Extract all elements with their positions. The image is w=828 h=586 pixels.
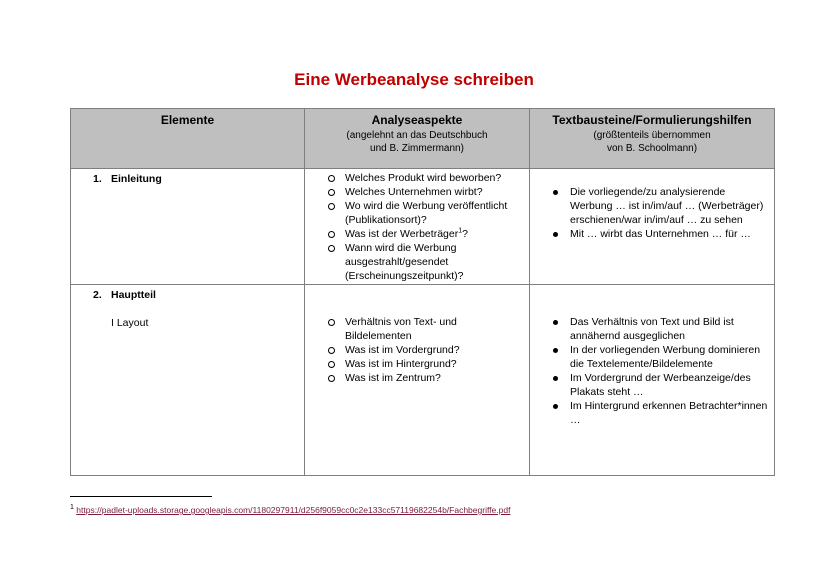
header-textbausteine-sub2: von B. Schoolmann) xyxy=(606,143,698,154)
section-label: Hauptteil xyxy=(111,289,156,301)
list-item-text: Was ist der Werbeträger xyxy=(345,228,459,240)
list-item: Im Vordergrund der Werbeanzeige/des Plakats steht … xyxy=(552,371,770,399)
analysis-table xyxy=(70,108,775,476)
list-item xyxy=(327,227,525,241)
cell-element-einleitung xyxy=(71,169,305,285)
subsection-label: I Layout xyxy=(111,317,149,329)
footnote-separator xyxy=(70,496,212,497)
list-item: In der vorliegenden Werbung dominieren die Textelemente/Bildelemente xyxy=(552,343,770,371)
header-analyseaspekte-sub1: (angelehnt an das Deutschbuch xyxy=(346,130,488,141)
list-item: Im Hintergrund erkennen Betrachter*innen … xyxy=(552,399,770,427)
cell-phrases-einleitung xyxy=(530,169,775,285)
footnote-reference[interactable]: 1 xyxy=(458,227,463,235)
cell-aspects-einleitung xyxy=(305,169,530,285)
header-elemente xyxy=(71,109,305,169)
section-label: Einleitung xyxy=(111,173,162,185)
phrase-list xyxy=(552,315,770,427)
list-item: Was ist im Zentrum? xyxy=(327,371,525,385)
footnote-link[interactable]: https://padlet-uploads.storage.googleapis.com/1180297911/d256f9059cc0c2e133cc57119682254b/Fachbegriffe.pdf xyxy=(76,505,511,515)
aspect-list xyxy=(327,171,525,283)
list-item: Was ist im Hintergrund? xyxy=(327,357,525,371)
header-analyseaspekte-title: Analyseaspekte xyxy=(371,113,463,127)
footnote-mark: 1 xyxy=(70,504,74,512)
phrase-list xyxy=(552,185,770,241)
footnote xyxy=(70,505,510,516)
section-heading xyxy=(93,172,304,186)
document-title: Eine Werbeanalyse schreiben xyxy=(294,70,534,89)
header-textbausteine-title: Textbausteine/Formulierungshilfen xyxy=(552,113,752,127)
table-header-row xyxy=(71,109,775,169)
aspect-list xyxy=(327,315,525,385)
list-item: Welches Unternehmen wirbt? xyxy=(327,185,525,199)
section-number: 1. xyxy=(93,173,102,185)
question-mark: ? xyxy=(462,228,468,240)
section-heading xyxy=(93,288,304,302)
header-elemente-title: Elemente xyxy=(160,113,215,127)
list-item: Was ist im Vordergrund? xyxy=(327,343,525,357)
list-item: Verhältnis von Text- und Bildelementen xyxy=(327,315,525,343)
list-item: Mit … wirbt das Unternehmen … für … xyxy=(552,227,770,241)
header-analyseaspekte xyxy=(305,109,530,169)
header-textbausteine-sub1: (größtenteils übernommen xyxy=(593,130,711,141)
cell-element-hauptteil xyxy=(71,285,305,476)
cell-aspects-hauptteil xyxy=(305,285,530,476)
list-item: Das Verhältnis von Text und Bild ist annähernd ausgeglichen xyxy=(552,315,770,343)
list-item: Wo wird die Werbung veröffentlicht (Publikationsort)? xyxy=(327,199,525,227)
list-item: Die vorliegende/zu analysierende Werbung … ist in/im/auf … (Werbeträger) erschienen/war in/im/auf … zu sehen xyxy=(552,185,770,227)
header-textbausteine xyxy=(530,109,775,169)
cell-phrases-hauptteil xyxy=(530,285,775,476)
header-analyseaspekte-sub2: und B. Zimmermann) xyxy=(370,143,464,154)
list-item: Welches Produkt wird beworben? xyxy=(327,171,525,185)
table-row-hauptteil xyxy=(71,285,775,476)
list-item: Wann wird die Werbung ausgestrahlt/gesendet (Erscheinungszeitpunkt)? xyxy=(327,241,525,283)
section-number: 2. xyxy=(93,289,102,301)
table-row-einleitung xyxy=(71,169,775,285)
